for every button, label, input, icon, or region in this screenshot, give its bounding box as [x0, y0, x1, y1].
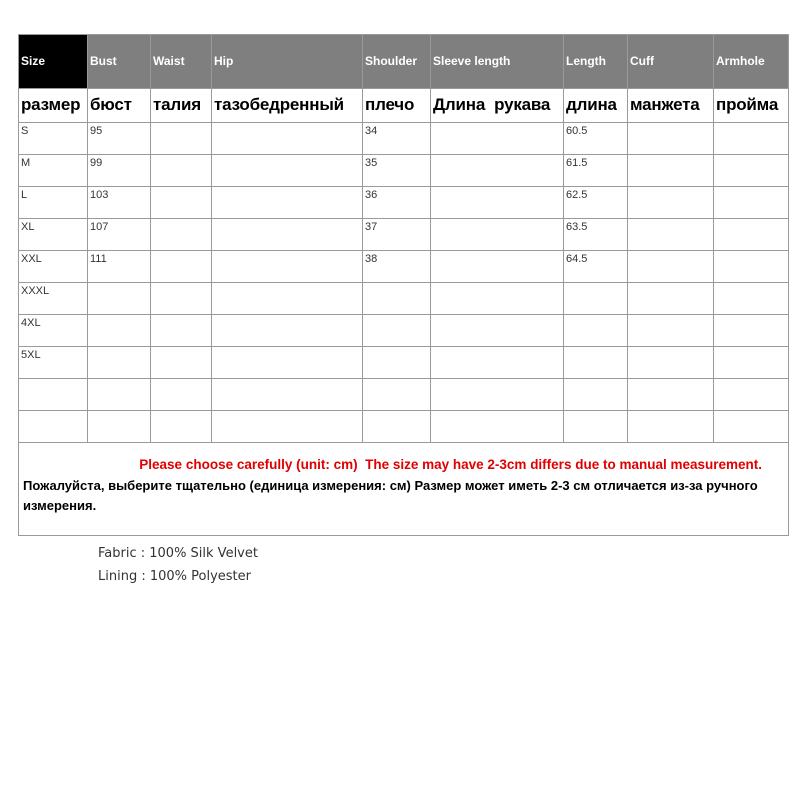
size-table	[18, 34, 789, 536]
col-header-length: Length	[564, 35, 628, 89]
cell-size: S	[19, 123, 88, 155]
cell-waist	[151, 347, 212, 379]
col-header-ru-cuff: манжета	[628, 89, 714, 123]
cell-sleeve-length	[431, 187, 564, 219]
cell-bust: 103	[88, 187, 151, 219]
cell-size: XXXL	[19, 283, 88, 315]
cell-bust	[88, 411, 151, 443]
table-row	[19, 251, 789, 283]
cell-shoulder	[363, 411, 431, 443]
cell-armhole	[714, 123, 789, 155]
cell-length: 64.5	[564, 251, 628, 283]
cell-bust: 111	[88, 251, 151, 283]
size-chart	[18, 34, 788, 536]
cell-length	[564, 283, 628, 315]
col-header-ru-size: размер	[19, 89, 88, 123]
cell-sleeve-length	[431, 219, 564, 251]
cell-cuff	[628, 283, 714, 315]
cell-hip	[212, 187, 363, 219]
cell-sleeve-length	[431, 283, 564, 315]
cell-cuff	[628, 123, 714, 155]
cell-armhole	[714, 251, 789, 283]
cell-sleeve-length	[431, 411, 564, 443]
col-header-ru-armhole: пройма	[714, 89, 789, 123]
cell-hip	[212, 411, 363, 443]
cell-waist	[151, 123, 212, 155]
cell-size	[19, 379, 88, 411]
table-row	[19, 411, 789, 443]
cell-armhole	[714, 411, 789, 443]
cell-hip	[212, 283, 363, 315]
cell-length	[564, 379, 628, 411]
cell-sleeve-length	[431, 347, 564, 379]
cell-sleeve-length	[431, 251, 564, 283]
cell-shoulder	[363, 379, 431, 411]
cell-bust: 99	[88, 155, 151, 187]
cell-cuff	[628, 219, 714, 251]
cell-waist	[151, 283, 212, 315]
cell-cuff	[628, 411, 714, 443]
cell-shoulder	[363, 283, 431, 315]
col-header-ru-shoulder: плечо	[363, 89, 431, 123]
note-cell	[19, 443, 789, 536]
cell-hip	[212, 123, 363, 155]
cell-shoulder	[363, 347, 431, 379]
cell-length	[564, 411, 628, 443]
cell-shoulder	[363, 315, 431, 347]
cell-waist	[151, 155, 212, 187]
cell-shoulder: 38	[363, 251, 431, 283]
col-header-ru-length: длина	[564, 89, 628, 123]
cell-size	[19, 411, 88, 443]
cell-hip	[212, 347, 363, 379]
cell-waist	[151, 379, 212, 411]
cell-hip	[212, 315, 363, 347]
cell-armhole	[714, 155, 789, 187]
note-russian: Пожалуйста, выберите тщательно (единица измерения: см) Размер может иметь 2-3 см отличается из-за ручного измерения.	[23, 478, 758, 513]
cell-length	[564, 315, 628, 347]
cell-waist	[151, 315, 212, 347]
table-row	[19, 379, 789, 411]
cell-cuff	[628, 155, 714, 187]
col-header-ru-sleeve-length: Длина рукава	[431, 89, 564, 123]
note-english: Please choose carefully (unit: cm) The size may have 2-3cm differs due to manual measurement.	[139, 457, 762, 472]
size-rows	[19, 123, 789, 443]
col-header-size: Size	[19, 35, 88, 89]
cell-armhole	[714, 315, 789, 347]
cell-cuff	[628, 315, 714, 347]
table-row	[19, 219, 789, 251]
table-row	[19, 187, 789, 219]
english-header-row	[19, 35, 789, 89]
cell-hip	[212, 219, 363, 251]
cell-length: 60.5	[564, 123, 628, 155]
col-header-cuff: Cuff	[628, 35, 714, 89]
col-header-sleeve-length: Sleeve length	[431, 35, 564, 89]
note-row	[19, 443, 789, 536]
cell-bust: 95	[88, 123, 151, 155]
fabric-text: Fabric : 100% Silk Velvet	[98, 546, 258, 561]
cell-bust	[88, 315, 151, 347]
cell-length: 63.5	[564, 219, 628, 251]
cell-armhole	[714, 347, 789, 379]
cell-hip	[212, 379, 363, 411]
cell-hip	[212, 251, 363, 283]
cell-size: L	[19, 187, 88, 219]
col-header-waist: Waist	[151, 35, 212, 89]
cell-waist	[151, 251, 212, 283]
cell-size: 5XL	[19, 347, 88, 379]
cell-waist	[151, 187, 212, 219]
cell-shoulder: 34	[363, 123, 431, 155]
cell-waist	[151, 219, 212, 251]
cell-cuff	[628, 187, 714, 219]
col-header-shoulder: Shoulder	[363, 35, 431, 89]
cell-cuff	[628, 379, 714, 411]
table-row	[19, 155, 789, 187]
cell-bust	[88, 379, 151, 411]
table-row	[19, 123, 789, 155]
cell-size: M	[19, 155, 88, 187]
cell-length	[564, 347, 628, 379]
lining-text: Lining : 100% Polyester	[98, 569, 251, 584]
russian-header-row	[19, 89, 789, 123]
cell-shoulder: 35	[363, 155, 431, 187]
col-header-bust: Bust	[88, 35, 151, 89]
cell-size: 4XL	[19, 315, 88, 347]
cell-hip	[212, 155, 363, 187]
cell-waist	[151, 411, 212, 443]
cell-armhole	[714, 379, 789, 411]
col-header-ru-bust: бюст	[88, 89, 151, 123]
cell-bust	[88, 283, 151, 315]
cell-cuff	[628, 347, 714, 379]
table-row	[19, 347, 789, 379]
cell-armhole	[714, 187, 789, 219]
col-header-hip: Hip	[212, 35, 363, 89]
cell-sleeve-length	[431, 315, 564, 347]
col-header-armhole: Armhole	[714, 35, 789, 89]
cell-length: 62.5	[564, 187, 628, 219]
col-header-ru-hip: тазобедренный	[212, 89, 363, 123]
cell-sleeve-length	[431, 155, 564, 187]
cell-bust: 107	[88, 219, 151, 251]
cell-armhole	[714, 219, 789, 251]
table-row	[19, 315, 789, 347]
cell-size: XXL	[19, 251, 88, 283]
cell-sleeve-length	[431, 123, 564, 155]
table-row	[19, 283, 789, 315]
cell-sleeve-length	[431, 379, 564, 411]
cell-shoulder: 37	[363, 219, 431, 251]
cell-size: XL	[19, 219, 88, 251]
materials-info	[98, 542, 258, 588]
cell-bust	[88, 347, 151, 379]
cell-cuff	[628, 251, 714, 283]
col-header-ru-waist: талия	[151, 89, 212, 123]
cell-length: 61.5	[564, 155, 628, 187]
cell-armhole	[714, 283, 789, 315]
cell-shoulder: 36	[363, 187, 431, 219]
